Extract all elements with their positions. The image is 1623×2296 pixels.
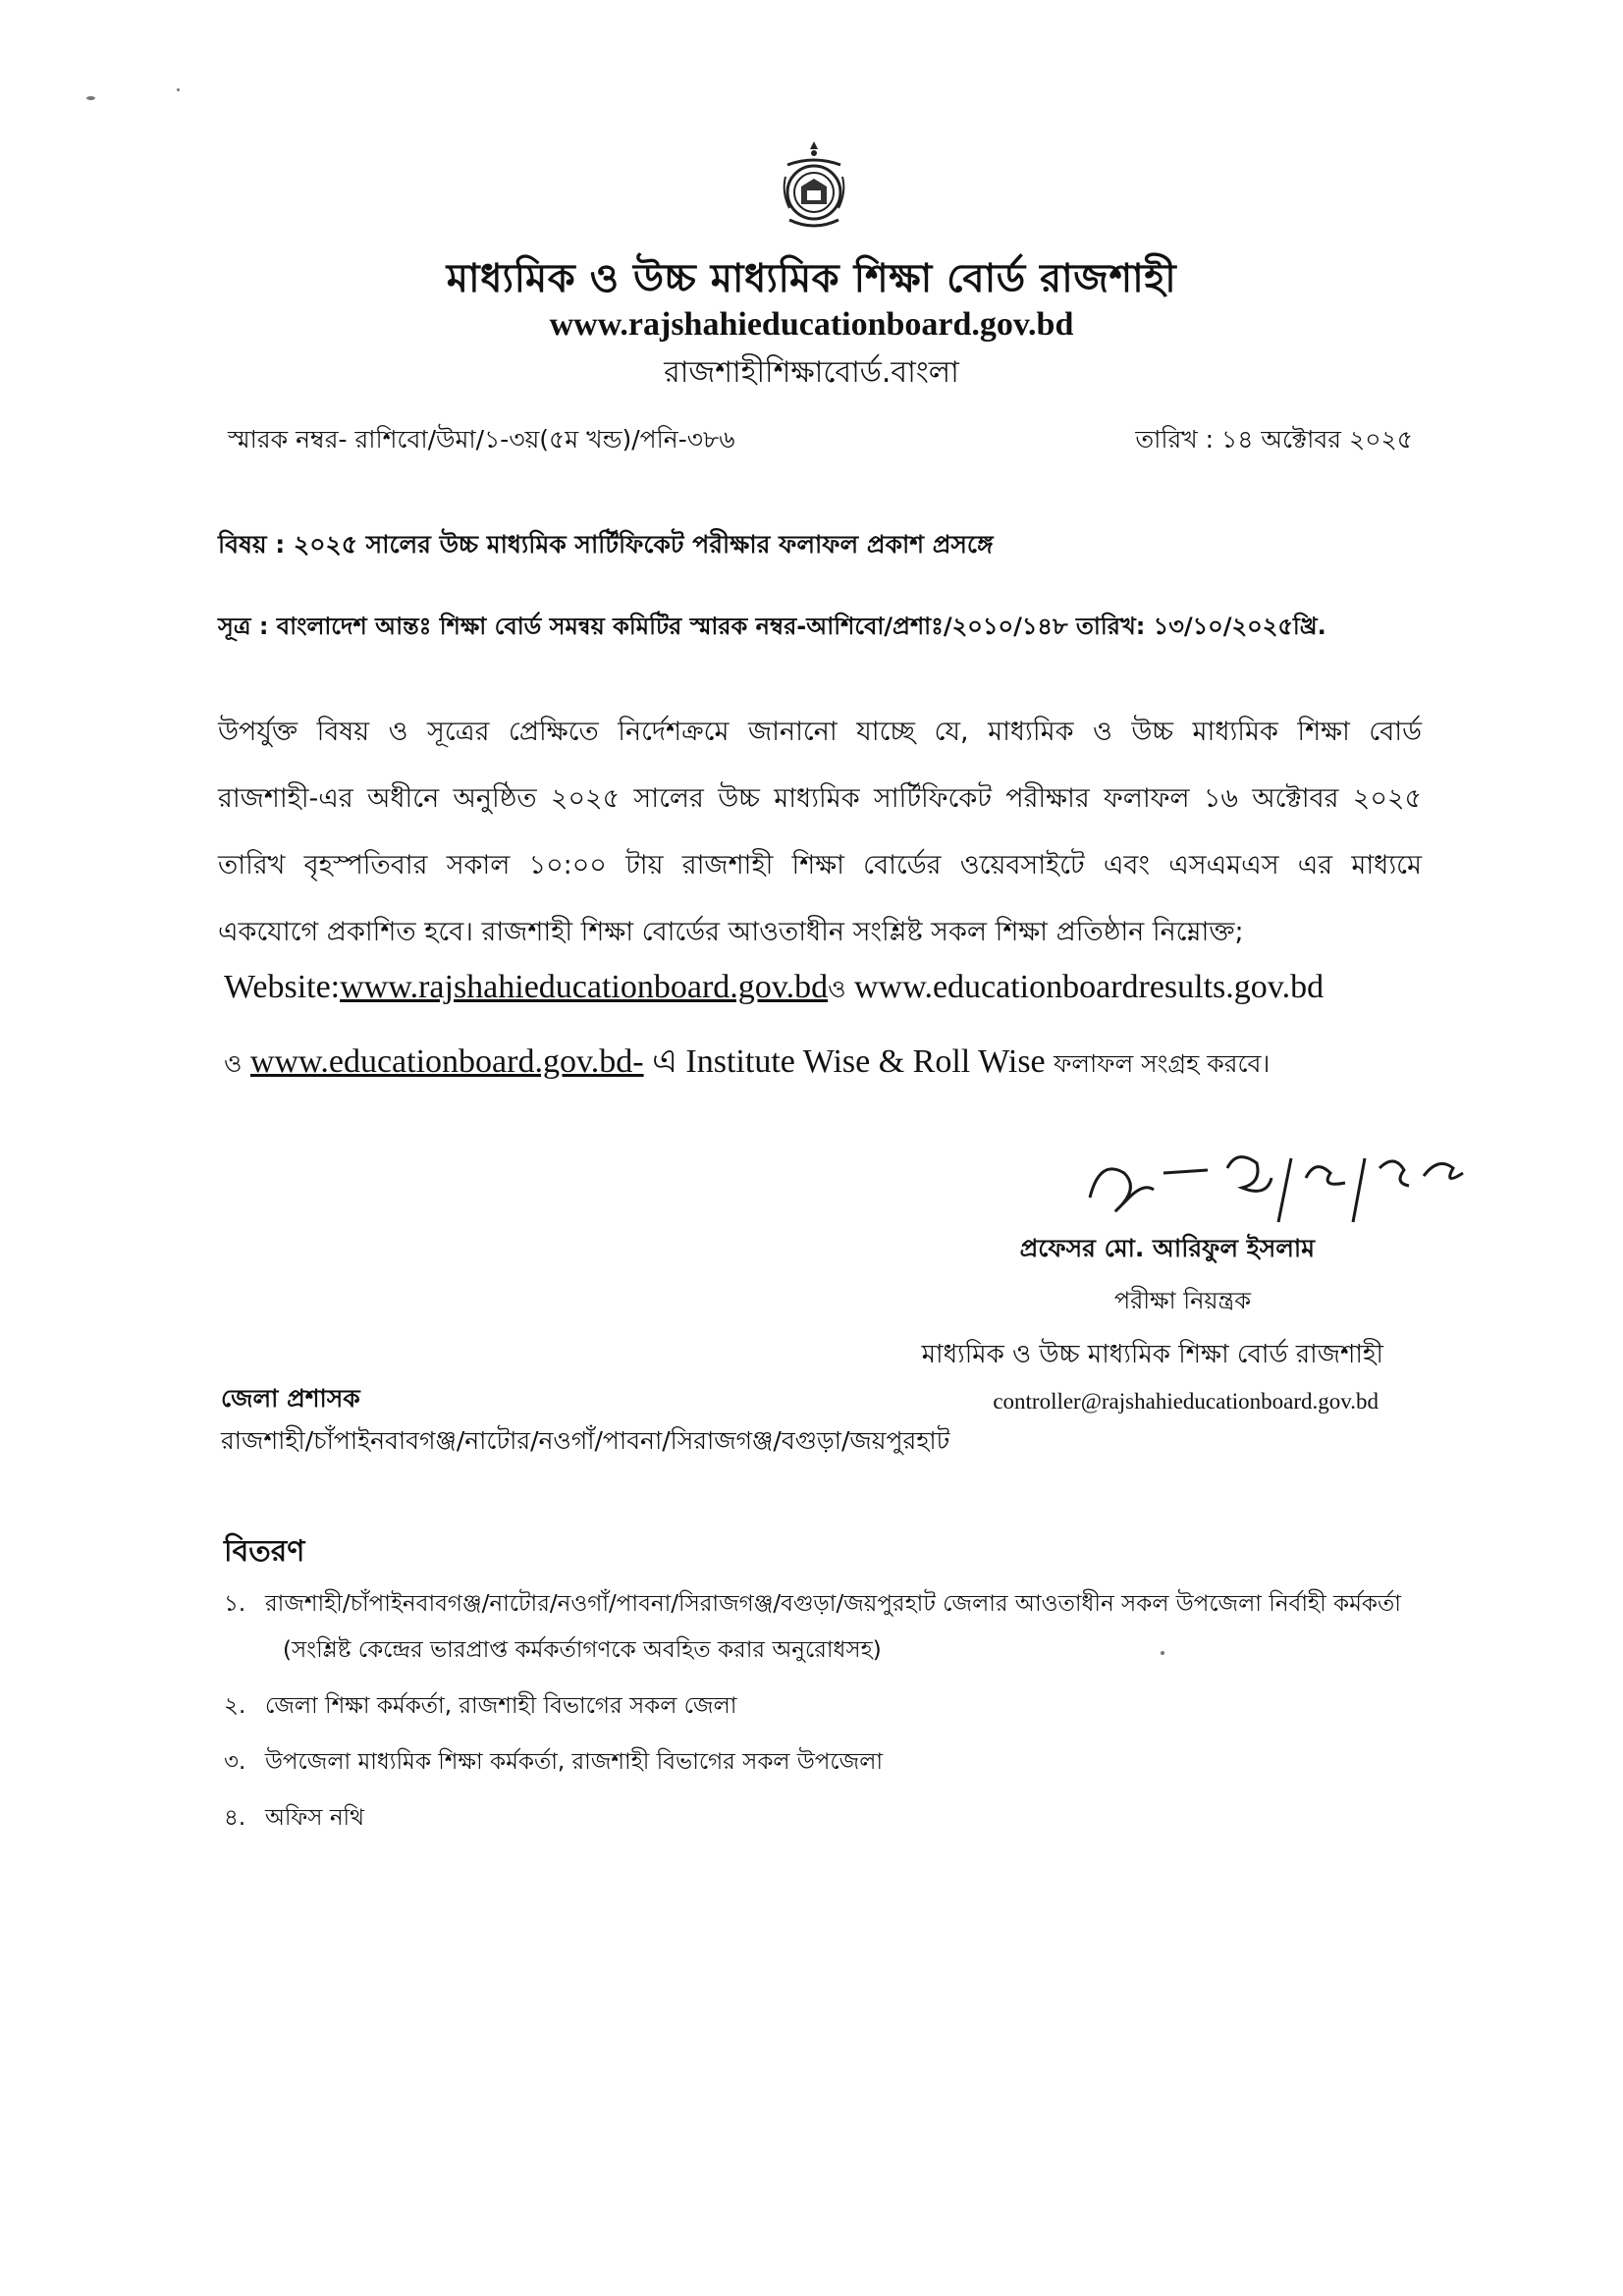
handwritten-signature [1070,1129,1483,1237]
district-commissioner-label: জেলা প্রশাসক [221,1384,360,1413]
scan-speck [177,88,180,91]
scan-speck [86,96,95,100]
website-line [224,969,1324,1012]
website-link-educationboard[interactable]: www.educationboard.gov.bd- [249,1043,644,1080]
body-paragraph-line: একযোগে প্রকাশিত হবে। রাজশাহী শিক্ষা বোর্ডের আওতাধীন সংশ্লিষ্ট সকল শিক্ষা প্রতিষ্ঠান নিম্নোক্ত; [218,917,1244,947]
reference-line: সূত্র : বাংলাদেশ আন্তঃ শিক্ষা বোর্ড সমন্বয় কমিটির স্মারক নম্বর-আশিবো/প্রশাঃ/২০১০/১৪৮ তারিখ: ১৩/১০/২০২৫খ্রি. [218,613,1326,640]
list-item-number: ৪. [224,1805,246,1831]
conjunction: ও [828,975,846,1003]
website-label: Website: [224,969,341,1005]
list-item-number: ৩. [224,1749,246,1775]
signatory-email[interactable]: controller@rajshahieducationboard.gov.bd [993,1389,1379,1414]
list-item-text: অফিস নথি [265,1805,365,1831]
list-item [224,1585,1401,1624]
signatory-board: মাধ্যমিক ও উচ্চ মাধ্যমিক শিক্ষা বোর্ড রাজশাহী [921,1340,1383,1369]
conjunction: ও [224,1049,243,1078]
list-item [224,1743,1401,1782]
website-link-results[interactable]: www.educationboardresults.gov.bd [853,969,1325,1005]
list-item-number: ২. [224,1693,246,1719]
institute-roll-wise-text: এ Institute Wise & Roll Wise [652,1043,1046,1080]
board-emblem-icon [780,137,848,236]
list-item-number: ১. [224,1591,246,1617]
body-paragraph-line: রাজশাহী-এর অধীনে অনুষ্ঠিত ২০২৫ সালের উচ্চ মাধ্যমিক সার্টিফিকেট পরীক্ষার ফলাফল ১৬ অক্টোবর ২০২৫ [218,783,1422,814]
list-item-text: জেলা শিক্ষা কর্মকর্তা, রাজশাহী বিভাগের সকল জেলা [265,1693,737,1719]
website-line [224,1036,1270,1092]
body-paragraph-line: তারিখ বৃহস্পতিবার সকাল ১০:০০ টায় রাজশাহী শিক্ষা বোর্ডের ওয়েবসাইটে এবং এসএমএস এর মাধ্যমে [218,850,1422,881]
signatory-name: প্রফেসর মো. আরিফুল ইসলাম [1019,1234,1315,1262]
signatory-block [922,1229,1383,1415]
distribution-list [224,1585,1401,1855]
scan-speck [1161,1651,1164,1655]
subject-line: বিষয় : ২০২৫ সালের উচ্চ মাধ্যমিক সার্টিফিকেট পরীক্ষার ফলাফল প্রকাশ প্রসঙ্গে [218,530,994,559]
collect-result-text: ফলাফল সংগ্রহ করবে। [1054,1049,1271,1078]
list-item [224,1687,1401,1726]
body-paragraph-line: উপর্যুক্ত বিষয় ও সূত্রের প্রেক্ষিতে নির্দেশক্রমে জানানো যাচ্ছে যে, মাধ্যমিক ও উচ্চ মাধ্যমিক শিক্ষা বোর্ড [218,717,1422,747]
list-item-text: উপজেলা মাধ্যমিক শিক্ষা কর্মকর্তা, রাজশাহী বিভাগের সকল উপজেলা [265,1749,884,1775]
district-list: রাজশাহী/চাঁপাইনবাবগঞ্জ/নাটোর/নওগাঁ/পাবনা/সিরাজগঞ্জ/বগুড়া/জয়পুরহাট [221,1426,950,1455]
board-bangla-domain[interactable]: রাজশাহীশিক্ষাবোর্ড.বাংলা [664,355,959,390]
board-title: মাধ্যমিক ও উচ্চ মাধ্যমিক শিক্ষা বোর্ড রাজশাহী [446,256,1177,301]
signatory-title: পরীক্ষা নিয়ন্ত্রক [1113,1287,1251,1314]
distribution-title: বিতরণ [224,1534,305,1569]
list-item [224,1799,1401,1838]
memo-number: স্মারক নম্বর- রাশিবো/উমা/১-৩য়(৫ম খন্ড)/পনি-৩৮৬ [228,425,735,454]
website-link-rajshahi[interactable]: www.rajshahieducationboard.gov.bd [340,969,829,1005]
memo-date: তারিখ : ১৪ অক্টোবর ২০২৫ [1135,425,1413,454]
list-item-text: রাজশাহী/চাঁপাইনবাবগঞ্জ/নাটোর/নওগাঁ/পাবনা/সিরাজগঞ্জ/বগুড়া/জয়পুরহাট জেলার আওতাধীন সকল উপজেলা নির্বাহী কর্মকর্তা [265,1591,1401,1617]
board-website[interactable]: www.rajshahieducationboard.gov.bd [549,306,1074,343]
list-item-note: (সংশ্লিষ্ট কেন্দ্রের ভারপ্রাপ্ত কর্মকর্তাগণকে অবহিত করার অনুরোধসহ) [283,1637,882,1663]
